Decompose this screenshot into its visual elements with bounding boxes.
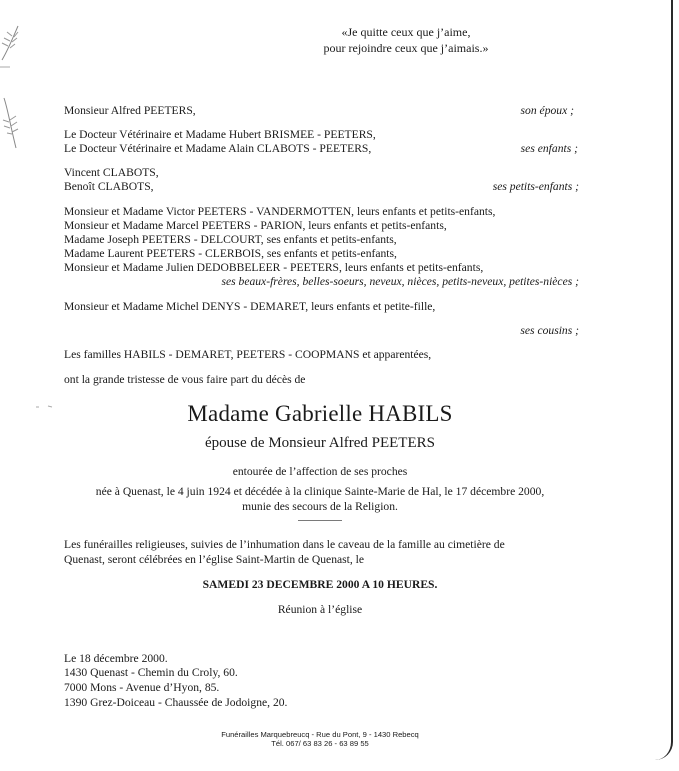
husband-role: son époux ;: [520, 104, 574, 117]
grandchildren-role: ses petits-enfants ;: [492, 180, 579, 193]
cousin-1: Monsieur et Madame Michel DENYS - DEMARET, leurs enfants et petite-fille,: [64, 300, 436, 313]
funeral-line-2: Quenast, seront célébrées en l’église Saint-Martin de Quenast, le: [64, 553, 365, 566]
child-1: Le Docteur Vétérinaire et Madame Hubert BRISMEE - PEETERS,: [64, 128, 376, 141]
wheat-stalk-icon: [0, 96, 22, 152]
families-line: Les familles HABILS - DEMARET, PEETERS - COOPMANS et apparentées,: [64, 348, 432, 361]
wheat-ear-icon: [0, 20, 22, 70]
sacraments-line: munie des secours de la Religion.: [242, 500, 398, 513]
husband-name: Monsieur Alfred PEETERS,: [64, 104, 196, 117]
child-2: Le Docteur Vétérinaire et Madame Alain CLABOTS - PEETERS,: [64, 142, 372, 155]
sibling-1: Monsieur et Madame Victor PEETERS - VANDERMOTTEN, leurs enfants et petits-enfants,: [64, 205, 496, 218]
sibling-4: Madame Laurent PEETERS - CLERBOIS, ses enfants et petits-enfants,: [64, 247, 397, 260]
deceased-name: Madame Gabrielle HABILS: [187, 401, 453, 426]
siblings-role: ses beaux-frères, belles-soeurs, neveux, nièces, petits-neveux, petites-nièces ;: [221, 275, 579, 288]
quote-line-2: pour rejoindre ceux que j’aimais.»: [323, 41, 489, 55]
sibling-5: Monsieur et Madame Julien DEDOBBELEER - PEETERS, leurs enfants et petits-enfants,: [64, 261, 484, 274]
funeral-home-phone: Tél. 067/ 63 83 26 - 63 89 55: [271, 739, 369, 748]
address-2: 7000 Mons - Avenue d’Hyon, 85.: [64, 681, 220, 694]
address-3: 1390 Grez-Doiceau - Chaussée de Jodoigne, 20.: [64, 696, 288, 709]
meeting-line: Réunion à l’église: [277, 603, 363, 616]
grandchild-2: Benoît CLABOTS,: [64, 180, 154, 193]
birth-death-line: née à Quenast, le 4 juin 1924 et décédée à la clinique Sainte-Marie de Hal, le 17 décembre 2000,: [95, 485, 545, 498]
sibling-2: Monsieur et Madame Marcel PEETERS - PARION, leurs enfants et petits-enfants,: [64, 219, 447, 232]
deceased-spouse: épouse de Monsieur Alfred PEETERS: [205, 435, 435, 451]
quote-line-1: «Je quitte ceux que j’aime,: [341, 25, 471, 39]
page-edge-border: [631, 0, 673, 760]
announcement-line: ont la grande tristesse de vous faire part du décès de: [64, 373, 306, 386]
section-divider: [298, 520, 342, 521]
funeral-home-line: Funérailles Marquebreucq - Rue du Pont, 9 - 1430 Rebecq: [221, 730, 419, 739]
cousins-role: ses cousins ;: [520, 324, 579, 337]
funeral-line-1: Les funérailles religieuses, suivies de l’inhumation dans le caveau de la famille au cimetière de: [64, 538, 505, 551]
grandchild-1: Vincent CLABOTS,: [64, 166, 159, 179]
address-1: 1430 Quenast - Chemin du Croly, 60.: [64, 666, 238, 679]
sibling-3: Madame Joseph PEETERS - DELCOURT, ses enfants et petits-enfants,: [64, 233, 397, 246]
surrounded-line: entourée de l’affection de ses proches: [232, 465, 408, 478]
children-role: ses enfants ;: [520, 142, 578, 155]
funeral-date: SAMEDI 23 DECEMBRE 2000 A 10 HEURES.: [202, 578, 438, 591]
letter-date: Le 18 décembre 2000.: [64, 652, 168, 665]
